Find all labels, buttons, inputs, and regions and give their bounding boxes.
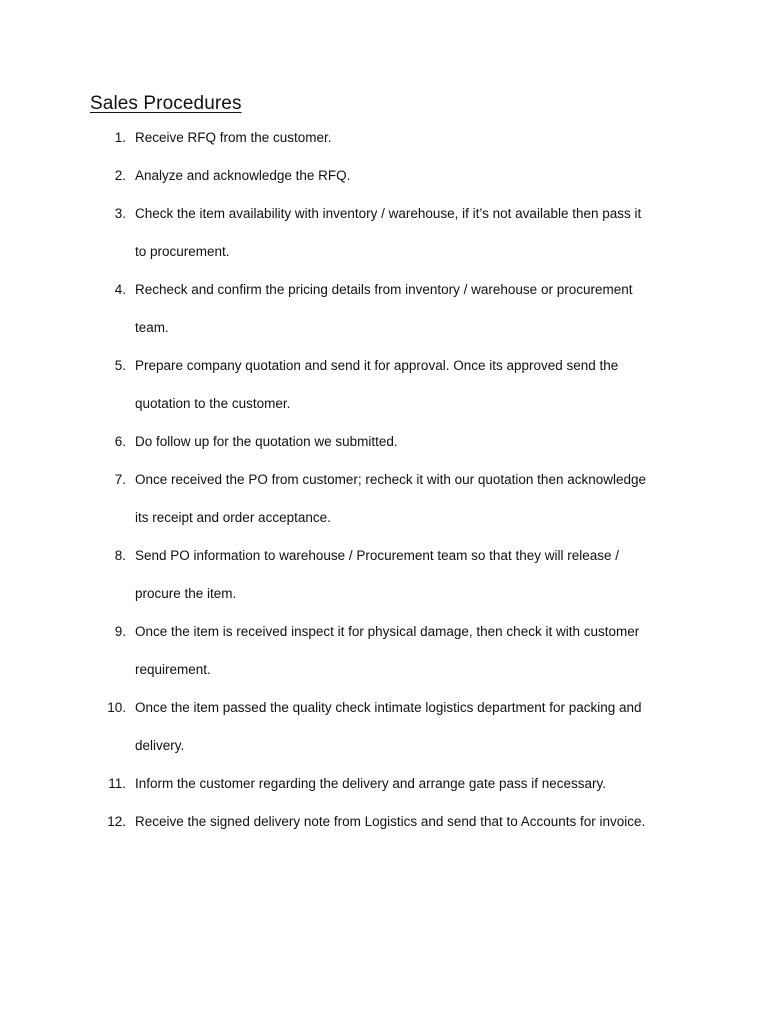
list-item-text: requirement. (135, 662, 211, 677)
list-item-text: Inform the customer regarding the delivery and arrange gate pass if necessary. (135, 776, 606, 791)
list-item (0, 356, 768, 413)
list-item-text: procure the item. (135, 586, 237, 601)
list-item (0, 166, 768, 185)
list-item (0, 774, 768, 793)
list-item (0, 280, 768, 337)
list-item-text: Recheck and confirm the pricing details from inventory / warehouse or procurement (135, 282, 633, 297)
procedure-list (0, 128, 768, 831)
list-item-text: quotation to the customer. (135, 396, 291, 411)
list-item-text: Prepare company quotation and send it for approval. Once its approved send the (135, 358, 619, 373)
list-item-number: 12. (107, 814, 126, 829)
list-item-number: 10. (107, 700, 126, 715)
list-item (0, 204, 768, 261)
list-item (0, 432, 768, 451)
list-item-text: Send PO information to warehouse / Procurement team so that they will release / (135, 548, 619, 563)
list-item (0, 812, 768, 831)
list-item-number: 9. (114, 624, 126, 639)
list-item-number: 3. (114, 206, 126, 221)
list-item-text: Analyze and acknowledge the RFQ. (135, 168, 351, 183)
list-item-text: Receive RFQ from the customer. (135, 130, 332, 145)
list-item (0, 698, 768, 755)
document-title: Sales Procedures (90, 93, 242, 114)
list-item-text: delivery. (135, 738, 185, 753)
list-item-text: Check the item availability with inventory / warehouse, if it’s not available then pass it (135, 206, 642, 221)
list-item-text: to procurement. (135, 244, 230, 259)
list-item-text: Once the item passed the quality check intimate logistics department for packing and (135, 700, 642, 715)
list-item-number: 5. (114, 358, 126, 373)
list-item (0, 546, 768, 603)
list-item-number: 1. (114, 130, 126, 145)
list-item-number: 6. (114, 434, 126, 449)
list-item (0, 128, 768, 147)
list-item-text: Once the item is received inspect it for physical damage, then check it with customer (135, 624, 640, 639)
list-item-number: 8. (114, 548, 126, 563)
list-item (0, 622, 768, 679)
list-item-text: its receipt and order acceptance. (135, 510, 331, 525)
list-item-number: 4. (114, 282, 126, 297)
list-item (0, 470, 768, 527)
list-item-text: team. (135, 320, 169, 335)
list-item-number: 11. (108, 776, 126, 791)
list-item-number: 2. (114, 168, 126, 183)
list-item-number: 7. (114, 472, 126, 487)
list-item-text: Once received the PO from customer; recheck it with our quotation then acknowledge (135, 472, 647, 487)
list-item-text: Do follow up for the quotation we submitted. (135, 434, 398, 449)
list-item-text: Receive the signed delivery note from Logistics and send that to Accounts for invoice. (135, 814, 646, 829)
